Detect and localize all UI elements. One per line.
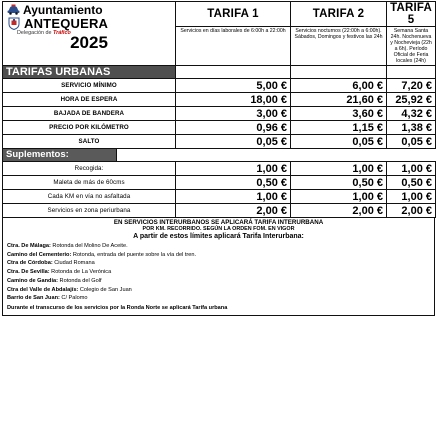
table-row: [3, 107, 436, 121]
table-row: [3, 190, 436, 204]
org-title: Ayuntamiento: [23, 2, 103, 17]
taxi-car-icon: [7, 4, 20, 15]
table-row: [3, 162, 436, 176]
tariff-2-value: 0,05 €: [291, 135, 387, 149]
tariff-1-value: 0,05 €: [176, 135, 291, 149]
delegation-name: Tráfico: [52, 30, 71, 36]
limits-heading: A partir de estos límites aplicará Tarifa Interurbana:: [133, 233, 304, 240]
row-label: Recogida:: [3, 162, 176, 176]
tariff-1-value: 1,00 €: [176, 190, 291, 204]
road-name: Ctra. De Sevilla:: [7, 269, 50, 276]
interurban-subheading: POR KM. RECORRIDO. SEGÚN LA ORDEN FOM. EN VIGOR: [142, 226, 295, 232]
tariff-5-value: 0,50 €: [387, 176, 436, 190]
tariff-table: [2, 1, 436, 218]
list-item: [7, 268, 430, 277]
list-item: [7, 242, 430, 251]
road-name: Camino de Gandía:: [7, 277, 58, 284]
tariff-5-value: 7,20 €: [387, 79, 436, 93]
tariff-2-value: 1,00 €: [291, 190, 387, 204]
tariff-1-value: 0,50 €: [176, 176, 291, 190]
list-item: [7, 277, 430, 286]
list-item: [7, 259, 430, 268]
urban-tariffs-title: TARIFAS URBANAS: [3, 66, 176, 79]
tariff-2-value: 21,60 €: [291, 93, 387, 107]
tariff-5-value: 1,00 €: [387, 162, 436, 176]
row-label: Servicios en zona periurbana: [3, 204, 176, 218]
table-row: [3, 121, 436, 135]
road-name: Barrio de San Juan:: [7, 295, 60, 302]
tariff-1-value: 2,00 €: [176, 204, 291, 218]
row-label: SALTO: [3, 135, 176, 149]
road-name: Ctra. De Málaga:: [7, 243, 51, 249]
tariff-5-value: 1,00 €: [387, 190, 436, 204]
row-label: Maleta de más de 60cms: [3, 176, 176, 190]
list-item: [7, 294, 430, 303]
city-name: ANTEQUERA: [24, 16, 109, 31]
tariff-5-description: Semana Santa 24h. Nochenueva y Nochevieja (22h a 6h). Período Oficial de Feria locales (24h): [387, 27, 436, 66]
table-row: [3, 176, 436, 190]
list-item: [7, 251, 430, 260]
tariff-1-value: 18,00 €: [176, 93, 291, 107]
tariff-2-header: TARIFA 2: [291, 2, 387, 27]
tariff-5-header: TARIFA 5: [387, 2, 436, 27]
limit-place: Rotonda, entrada del puente sobre la vía del tren.: [72, 251, 197, 258]
tariff-5-value: 1,38 €: [387, 121, 436, 135]
row-label: Cada KM en vía no asfaltada: [3, 190, 176, 204]
tariff-1-header: TARIFA 1: [176, 2, 291, 27]
tariff-2-value: 6,00 €: [291, 79, 387, 93]
limit-place: Colegio de San Juan: [79, 286, 132, 293]
tariff-1-description: Servicios en días laborales de 6:00h a 22:00h: [176, 27, 291, 66]
tariff-2-value: 1,15 €: [291, 121, 387, 135]
tariff-2-value: 3,60 €: [291, 107, 387, 121]
tariff-5-value: 2,00 €: [387, 204, 436, 218]
tariff-5-value: 0,05 €: [387, 135, 436, 149]
table-row: [3, 79, 436, 93]
row-label: HORA DE ESPERA: [3, 93, 176, 107]
tariff-2-value: 1,00 €: [291, 162, 387, 176]
tariff-5-value: 4,32 €: [387, 107, 436, 121]
table-row: [3, 204, 436, 218]
limit-place: C/ Palomo: [61, 295, 88, 302]
limit-place: Rotonda del Golf: [59, 277, 102, 284]
supplements-title: Suplementos:: [3, 149, 117, 162]
table-row: [3, 93, 436, 107]
tariff-2-description: Servicios nocturnos (22:00h a 6:00h). Sábados, Domingos y festivos las 24h: [291, 27, 387, 66]
road-name: Camino del Cementerio:: [7, 251, 72, 258]
tariff-1-value: 3,00 €: [176, 107, 291, 121]
row-label: BAJADA DE BANDERA: [3, 107, 176, 121]
tariff-1-value: 5,00 €: [176, 79, 291, 93]
interurban-heading: EN SERVICIOS INTERURBANOS SE APLICARÁ TARIFA INTERURBANA: [113, 219, 324, 226]
delegation-prefix: Delegación de: [17, 30, 53, 36]
year-label: 2025: [70, 33, 108, 52]
tariff-1-value: 1,00 €: [176, 162, 291, 176]
ronda-norte-note: Durante el transcurso de los servicios por la Ronda Norte se aplicará Tarifa urbana: [7, 304, 228, 311]
list-item: [7, 286, 430, 295]
road-name: Ctra de Córdoba:: [7, 260, 53, 267]
limit-place: Rotonda del Molino De Aceite.: [52, 243, 128, 249]
header-logo-block: [3, 2, 176, 66]
tariff-5-value: 25,92 €: [387, 93, 436, 107]
table-row: [3, 135, 436, 149]
city-shield-icon: [7, 17, 21, 30]
road-name: Ctra del Valle de Abdalajís:: [7, 286, 79, 293]
tariff-1-value: 0,96 €: [176, 121, 291, 135]
row-label: SERVICIO MÍNIMO: [3, 79, 176, 93]
tariff-2-value: 2,00 €: [291, 204, 387, 218]
tariff-2-value: 0,50 €: [291, 176, 387, 190]
limit-place: Rotonda de La Verónica: [51, 269, 112, 276]
limit-place: Ciudad Romana: [54, 260, 95, 267]
row-label: PRECIO POR KILÓMETRO: [3, 121, 176, 135]
interurban-notes: [2, 218, 435, 316]
